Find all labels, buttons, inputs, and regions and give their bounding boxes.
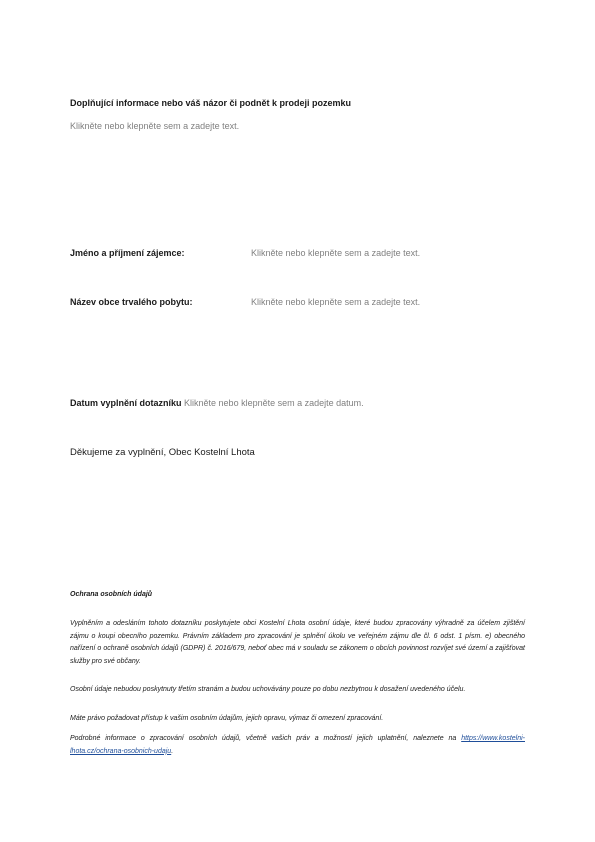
gdpr-title: Ochrana osobních údajů [70,591,153,598]
date-label: Datum vyplnění dotazníku [70,398,182,408]
address-row [70,297,530,307]
question-title: Doplňující informace nebo váš názor či podnět k prodeji pozemku [70,98,352,108]
privacy-link[interactable]: https://www.kostelni-lhota.cz/ochrana-osobnich-udaju [70,735,525,755]
name-row [70,248,530,258]
gdpr-paragraph-3: Máte právo požadovat přístup k vašim osobním údajům, jejich opravu, výmaz či omezení zpracování. [70,715,384,722]
gdpr-paragraph-1: Vyplněním a odesláním tohoto dotazníku poskytujete obci Kostelní Lhota osobní údaje, které budou zpracovány výhradně za účelem zjištění zájmu o koupi obecního pozemku. Právním základem pro zpracování je splnění úkolu ve veřejném zájmu dle čl. 6 odst. 1 písm. e) obecného nařízení o ochraně osobních údajů (GDPR) č. 2016/679, neboť obec má v souladu se zákonem o obcích povinnost rozvíjet své území a zajišťovat služby pro své občany. [70,620,525,665]
comment-field[interactable]: Klikněte nebo klepněte sem a zadejte text. [70,121,240,131]
date-row [70,398,364,408]
address-label: Název obce trvalého pobytu: [70,297,193,307]
date-field[interactable]: Klikněte nebo klepněte sem a zadejte datum. [184,398,364,408]
gdpr-paragraph-4-end: . [171,747,174,755]
gdpr-paragraph-4-text: Podrobné informace o zpracování osobních údajů, včetně vašich práv a možností jejich uplatnění, naleznete na [70,735,457,742]
gdpr-paragraph-2: Osobní údaje nebudou poskytnuty třetím stranám a budou uchovávány pouze po dobu nezbytnou k dosažení uvedeného účelu. [70,686,466,693]
name-label: Jméno a příjmení zájemce: [70,248,185,258]
thanks-text: Děkujeme za vyplnění, Obec Kostelní Lhota [70,447,255,458]
name-field[interactable]: Klikněte nebo klepněte sem a zadejte text. [251,248,421,258]
gdpr-paragraph-4 [70,733,525,758]
address-field[interactable]: Klikněte nebo klepněte sem a zadejte text. [251,297,421,307]
